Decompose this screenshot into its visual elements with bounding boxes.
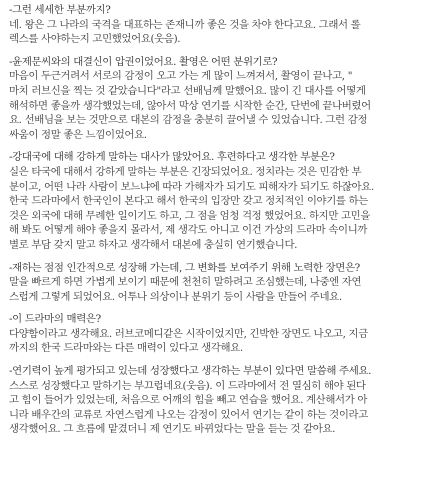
- answer-line: 생각했어요. 그 흐름에 맡겼더니 제 연기도 바뀌었다는 말을 듣는 것 같아요.: [9, 423, 336, 436]
- qa-section: [9, 55, 420, 143]
- answer-line: 렉스를 사야하는지 고민했었어요(웃음).: [9, 33, 181, 46]
- answer-line: 스럽게 그렇게 되었어요. 어투나 의상이나 분위기 등이 사람을 만들어 주네요.: [9, 290, 342, 303]
- qa-section: [9, 312, 420, 356]
- answer-line: 고 힘이 들어가 있었는데, 처음으로 어깨의 힘을 빼고 연습을 했어요. 계산해서가 아: [9, 394, 368, 407]
- answer-line: 분이고, 어떤 나라 사람이 보느냐에 따라 가해자가 되기도 피해자가 되기도 하잖아요.: [9, 180, 374, 193]
- question-text: -그런 세세한 부분까지?: [9, 4, 111, 16]
- qa-section: [9, 3, 420, 47]
- answer-line: 싸움이 정말 좋은 느낌이었어요.: [9, 128, 147, 141]
- question-text: -이 드라마의 매력은?: [9, 313, 101, 326]
- answer-line: 다양함이라고 생각해요. 러브코메디같은 시작이었지만, 긴박한 장면도 나오고, 지금: [9, 327, 368, 340]
- answer-line: 스스로 성장했다고 말하기는 부끄럽네요(웃음). 이 드라마에서 전 열심히 해야 된다: [9, 379, 366, 392]
- question-text: -재하는 점점 인간적으로 성장해 가는데, 그 변화를 보여주기 위해 노력한 장면은?: [9, 261, 360, 274]
- answer-line: 니라 배우간의 교류로 자연스럽게 나오는 감정이 있어서 연기는 같이 하는 것이라고: [9, 408, 368, 421]
- answer-line: 말을 빠르게 하면 가볍게 보이기 때문에 천천히 말하려고 조심했는데, 나중엔 자연: [9, 276, 362, 289]
- answer-line: 한국 드라마에서 한국인이 본다고 해서 한국의 입장만 갖고 정치적인 이야기를 하는: [9, 195, 368, 208]
- answer-line: 까지의 한국 드라마와는 다른 매력이 있다고 생각해요.: [9, 342, 243, 355]
- answer-line: 별로 부담 갖지 말고 하자고 생각해서 대본에 충실히 연기했습니다.: [9, 238, 298, 251]
- question-text: -윤제문씨와의 대결신이 압권이었어요. 촬영은 어떤 분위기로?: [9, 55, 278, 68]
- qa-section: [9, 261, 420, 305]
- answer-line: 해석하면 좋을까 생각했었는데, 않아서 막상 연기를 시작한 순간, 단번에 끝나버렸어: [9, 99, 371, 112]
- qa-section: [9, 364, 420, 437]
- answer-line: 마치 러브신을 찍는 것 같았습니다"라고 선배님께 말했어요. 많이 긴 대사를 어떻게: [9, 84, 366, 97]
- question-text: -강대국에 대해 강하게 말하는 대사가 많았어요. 후련하다고 생각한 부분은?: [9, 151, 335, 164]
- answer-line: 마음이 두근거려서 서로의 감정이 오고 가는 게 많이 느껴져서, 촬영이 끝나고, ": [9, 70, 353, 83]
- answer-line: 요. 선배님을 보는 것만으로 대본의 감정을 충분히 끌어낼 수 있었습니다. 그런 감정: [9, 114, 368, 127]
- answer-line: 실은 타국에 대해서 강하게 말하는 부분은 긴장되었어요. 정치라는 것은 민감한 부: [9, 165, 362, 178]
- question-text: -연기력이 높게 평가되고 있는데 성장했다고 생각하는 부분이 있다면 말씀해 주세요.: [9, 365, 372, 378]
- answer-line: 해 봐도 어떻게 해야 좋을지 몰라서, 제 생각도 아니고 이건 가상의 드라마 속이니까: [9, 224, 368, 237]
- answer-line: 네. 왕은 그 나라의 국격을 대표하는 존재니까 좋은 것을 차야 한다고요. 그래서 롤: [9, 18, 361, 31]
- qa-section: [9, 150, 420, 252]
- answer-line: 것은 외국에 대해 무례한 일이기도 하고, 그 점을 엄청 걱정 했었어요. 하지만 고민을: [9, 209, 371, 222]
